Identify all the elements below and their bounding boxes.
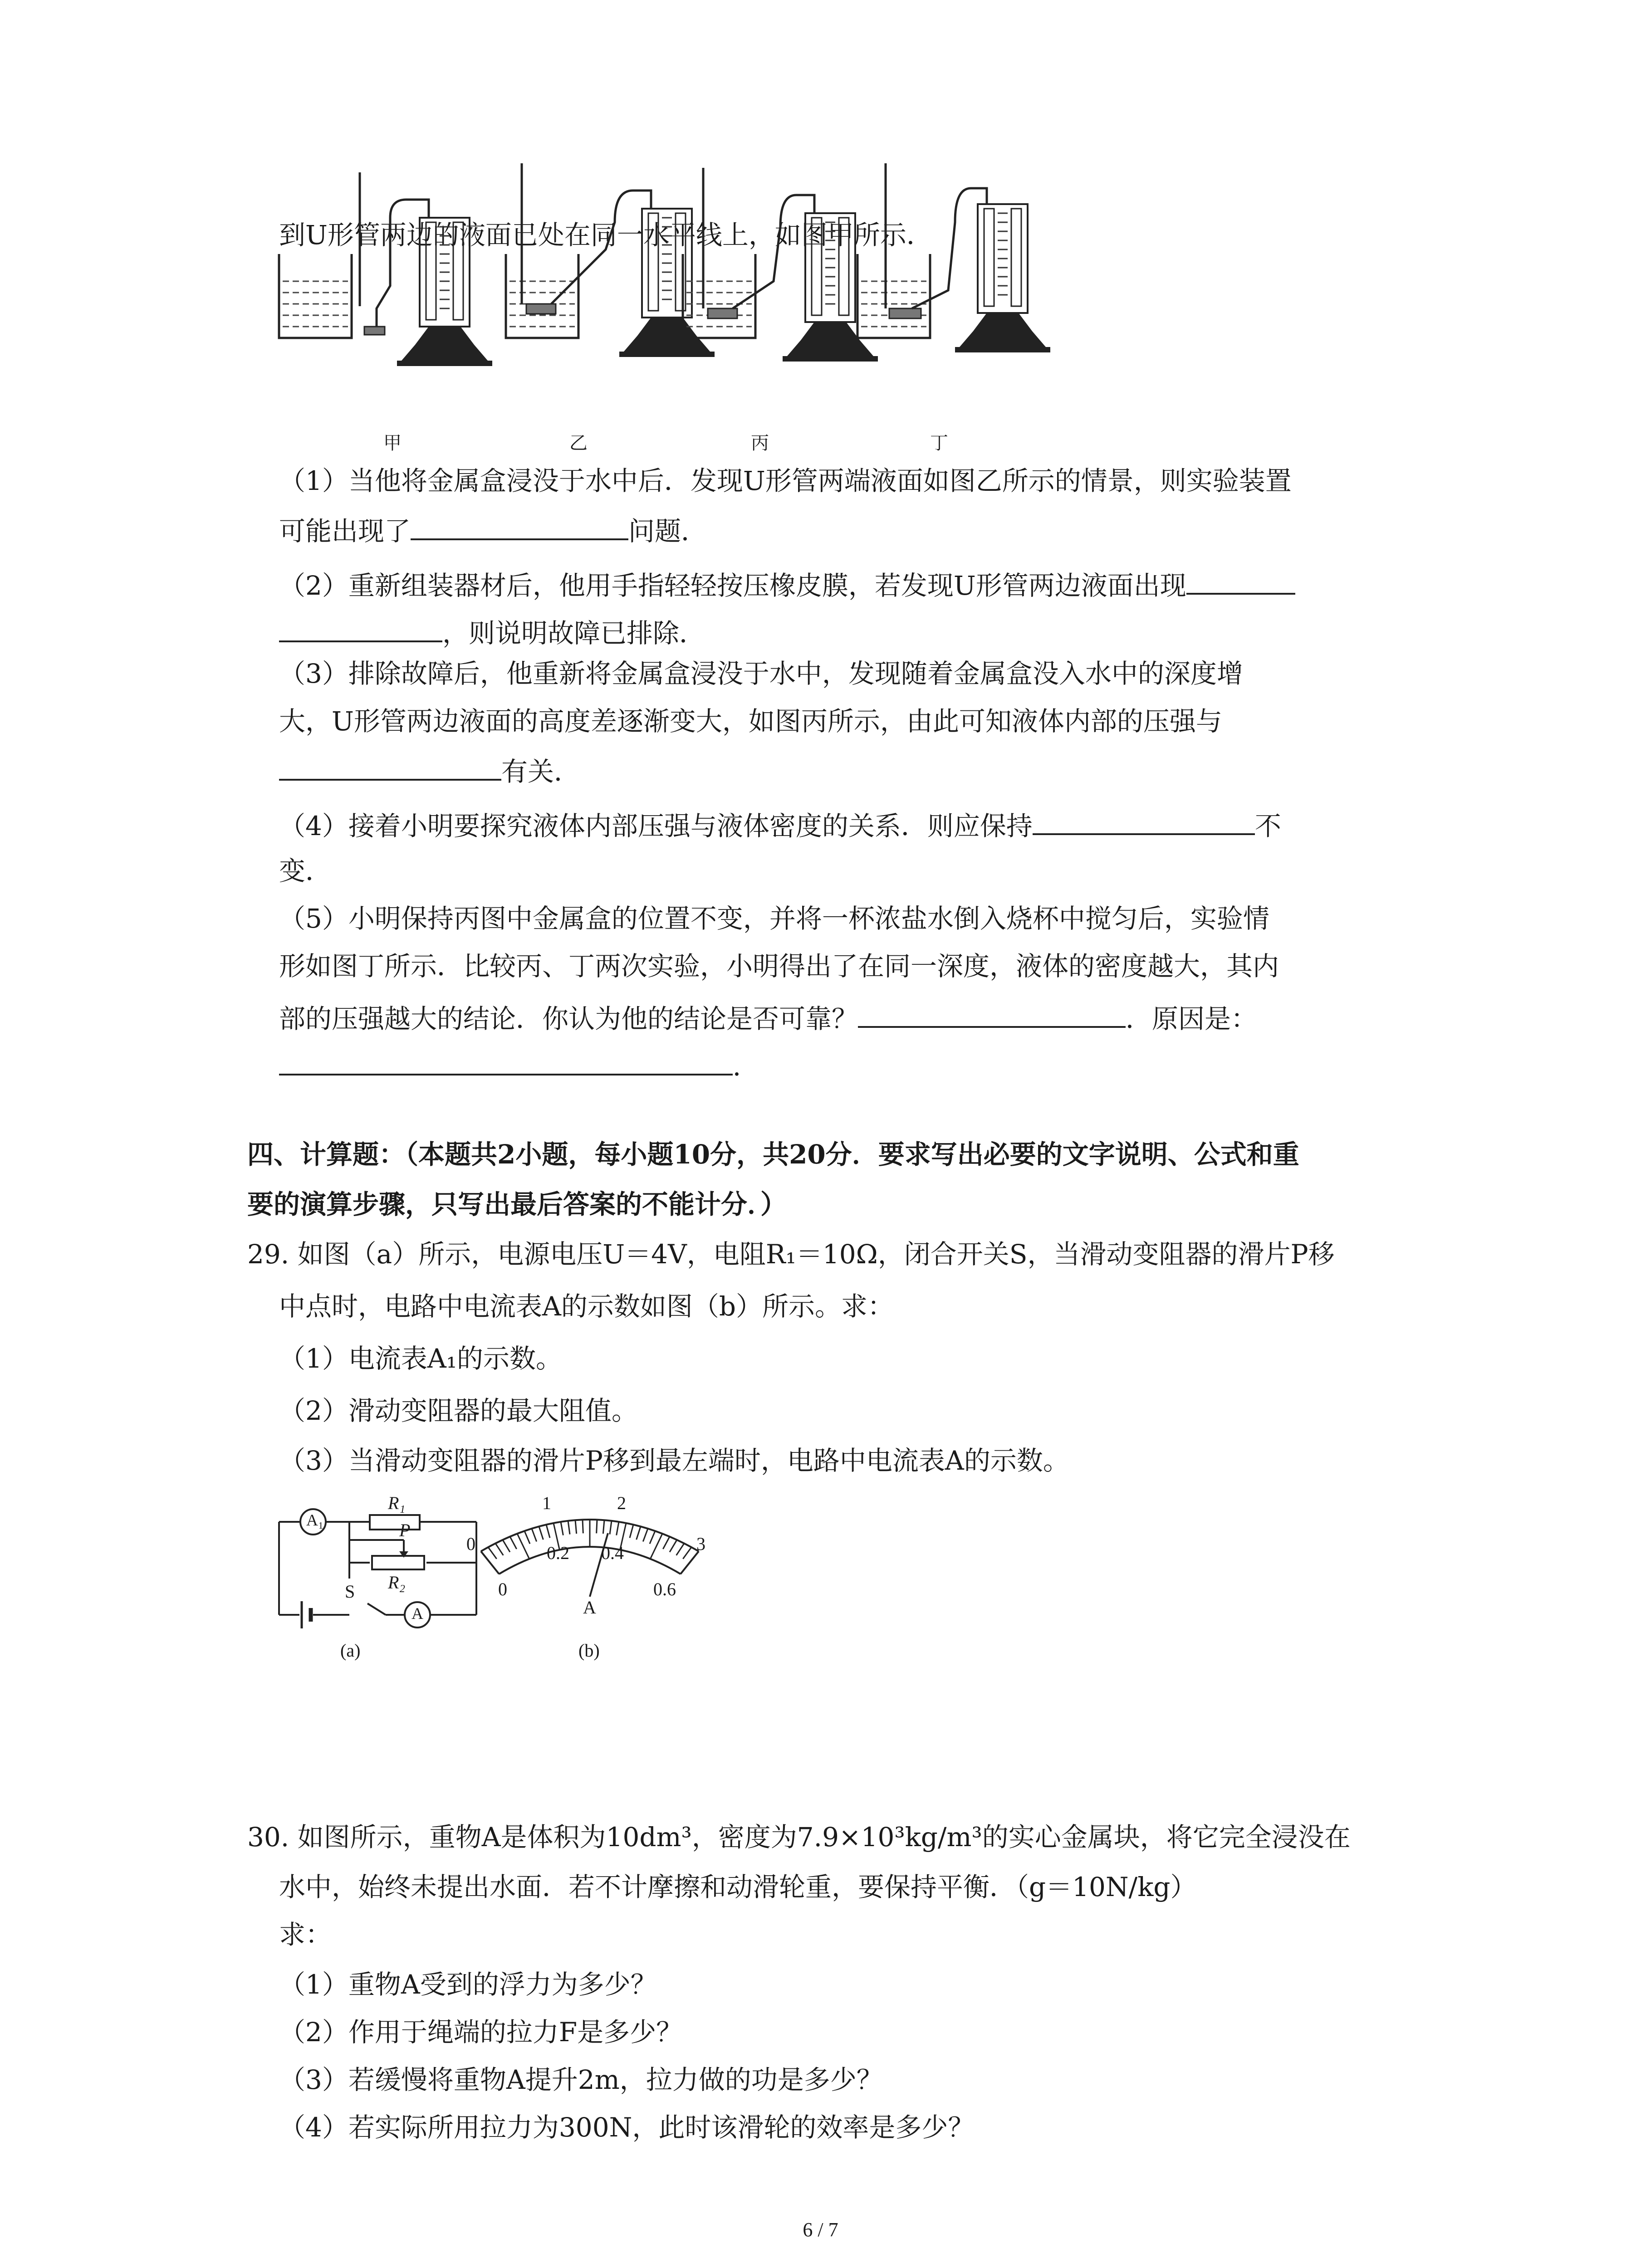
circuit-caption: (a) [340, 1640, 361, 1661]
dial-top-tick-3: 3 [696, 1534, 705, 1554]
r2-label: R₂ [388, 1572, 406, 1593]
r1-label: R₁ [388, 1493, 406, 1513]
q28-p1a: （1）当他将金属盒浸没于水中后．发现U形管两端液面如图乙所示的情景，则实验装置 [279, 465, 1292, 496]
dial-bottom-tick-2: 0.4 [601, 1543, 624, 1563]
q28-p3b: 大，U形管两边液面的高度差逐渐变大，如图丙所示，由此可知液体内部的压强与 [279, 706, 1222, 737]
figure-label-bing: 丙 [751, 433, 769, 454]
q30-line1: 30. 如图所示，重物A是体积为10dm³，密度为7.9×10³kg/m³的实心金属块，将它完全浸没在 [247, 1822, 1351, 1853]
q28-p2a: （2）重新组装器材后，他用手指轻轻按压橡皮膜，若发现U形管两边液面出现 [279, 565, 1295, 604]
q28-p1b: 可能出现了 问题． [279, 510, 707, 549]
dial-top-tick-0: 0 [466, 1534, 475, 1554]
ammeter1-label: A₁ [306, 1511, 324, 1529]
q30-sub2: （2）作用于绳端的拉力F是多少？ [279, 2017, 683, 2048]
q28-p4a: （4）接着小明要探究液体内部压强与液体密度的关系．则应保持 不 [279, 805, 1281, 844]
q29-sub2: （2）滑动变阻器的最大阻值。 [279, 1395, 638, 1426]
q28-p5c: 部的压强越大的结论．你认为他的结论是否可靠？ ．原因是： [279, 998, 1257, 1037]
q30-sub4: （4）若实际所用拉力为300N，此时该滑轮的效率是多少？ [279, 2112, 975, 2143]
q29-line2: 中点时，电路中电流表A的示数如图（b）所示。求： [279, 1291, 894, 1322]
q29-line1: 29. 如图（a）所示，电源电压U＝4V，电阻R₁＝10Ω，闭合开关S，当滑动变阻器的滑片P移 [247, 1239, 1335, 1270]
section4-heading-b: 要的演算步骤，只写出最后答案的不能计分．） [247, 1189, 787, 1220]
section4-heading-a: 四、计算题：（本题共2小题，每小题10分，共20分．要求写出必要的文字说明、公式和重 [247, 1139, 1299, 1170]
q28-p5b: 形如图丁所示．比较丙、丁两次实验，小明得出了在同一深度，液体的密度越大，其内 [279, 951, 1279, 982]
figure-label-yi: 乙 [569, 433, 588, 454]
dial-top-tick-2: 2 [617, 1493, 626, 1513]
dial-bottom-tick-3: 0.6 [653, 1579, 676, 1599]
page-number: 6 / 7 [803, 2219, 838, 2241]
q29-sub1: （1）电流表A₁的示数。 [279, 1343, 563, 1374]
q28-p4b: 变． [279, 855, 332, 886]
q29-sub3: （3）当滑动变阻器的滑片P移到最左端时，电路中电流表A的示数。 [279, 1445, 1069, 1476]
dial-bottom-tick-1: 0.2 [547, 1543, 569, 1563]
q30-sub3: （3）若缓慢将重物A提升2m，拉力做的功是多少？ [279, 2064, 883, 2095]
figure-label-ding: 丁 [930, 433, 948, 454]
dial-bottom-tick-0: 0 [498, 1579, 507, 1599]
q30-line3: 求： [279, 1919, 332, 1950]
dial-caption: (b) [578, 1640, 600, 1661]
ammeter-label: A [411, 1604, 423, 1623]
dial-needle-label: A [583, 1597, 596, 1618]
figure-label-jia: 甲 [383, 433, 402, 454]
q28-p5a: （5）小明保持丙图中金属盒的位置不变，并将一杯浓盐水倒入烧杯中搅匀后，实验情 [279, 903, 1269, 934]
q28-p3a: （3）排除故障后，他重新将金属盒浸没于水中，发现随着金属盒没入水中的深度增 [279, 658, 1243, 689]
dial-top-tick-1: 1 [542, 1493, 551, 1513]
intro-line: 到U形管两边的液面已处在同一水平线上，如图甲所示． [279, 220, 933, 250]
q28-p3c: 有关． [279, 751, 580, 790]
slider-p-label: P [399, 1520, 411, 1540]
q28-p2b: ，则说明故障已排除． [279, 612, 705, 651]
q30-line2: 水中，始终未提出水面．若不计摩擦和动滑轮重，要保持平衡．（g＝10N/kg） [279, 1872, 1197, 1902]
q30-sub1: （1）重物A受到的浮力为多少？ [279, 1969, 657, 2000]
q28-p5d: ． [279, 1046, 759, 1085]
switch-label: S [345, 1581, 355, 1602]
